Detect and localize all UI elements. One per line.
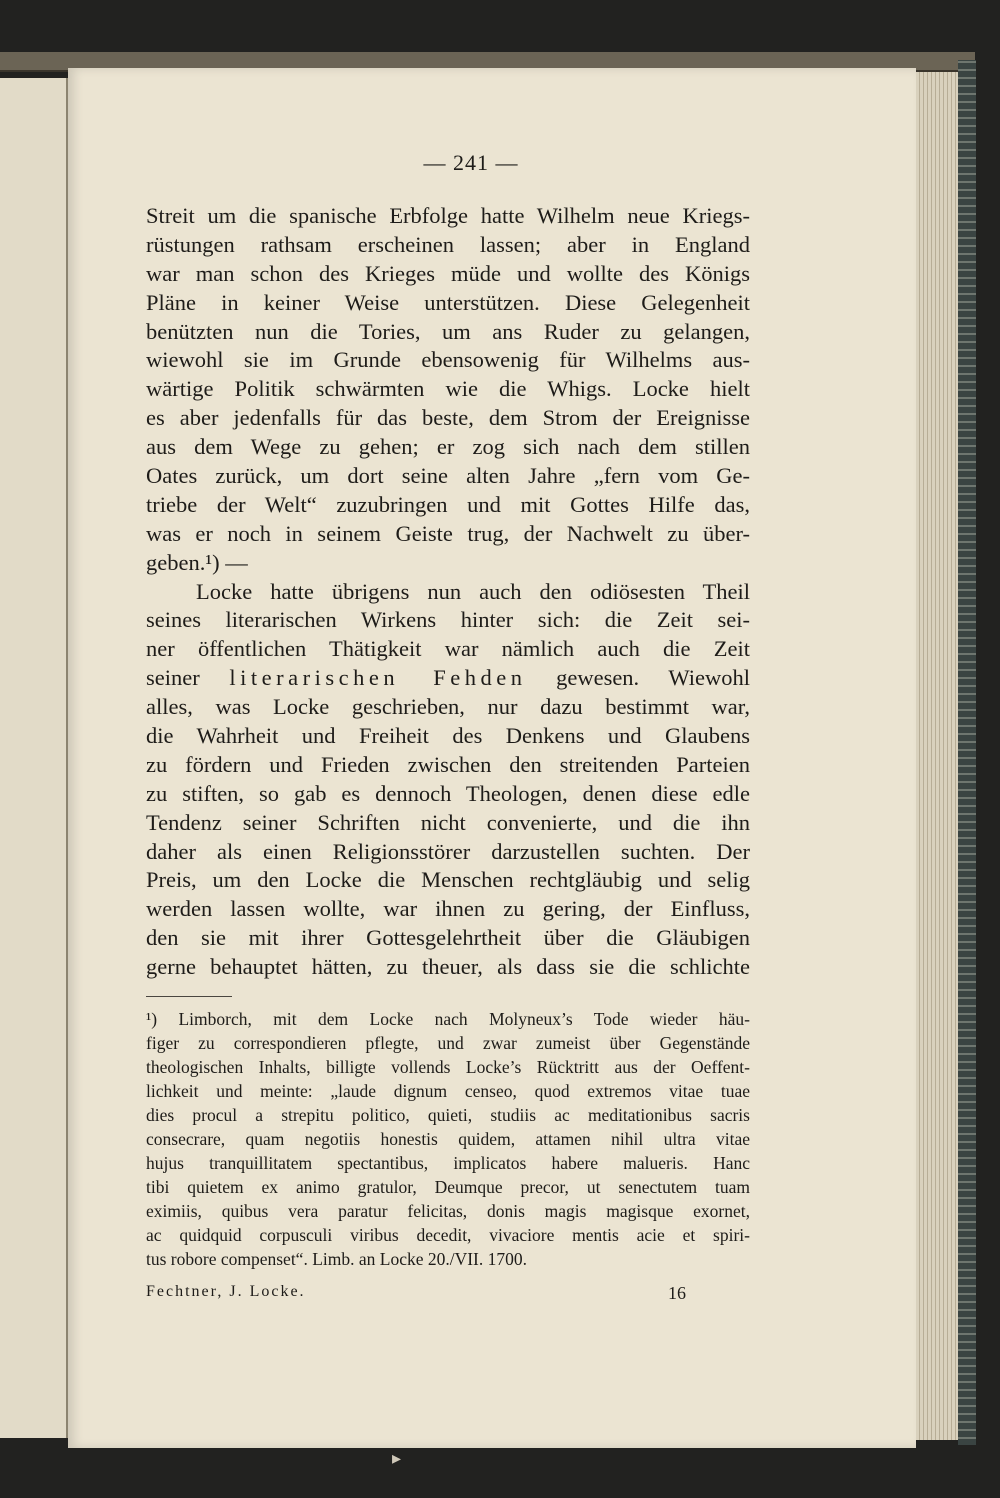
body-line: Tendenz seiner Schriften nicht convenierte, und die ihn bbox=[146, 809, 750, 835]
signature-line bbox=[146, 1283, 750, 1307]
body-line: was er noch in seinem Geiste trug, der Nachwelt zu über- bbox=[146, 520, 750, 546]
body-line: zu stiften, so gab es dennoch Theologen, denen diese edle bbox=[146, 780, 750, 806]
signature-author: Fechtner, J. Locke. bbox=[146, 1283, 306, 1301]
body-line: ner öffentlichen Thätigkeit war nämlich auch die Zeit bbox=[146, 636, 750, 662]
left-page-edge bbox=[0, 78, 69, 1438]
footnote-line: hujus tranquillitatem spectantibus, implicatos habere malueris. Hanc bbox=[146, 1153, 750, 1174]
body-line: rüstungen rathsam erscheinen lassen; aber in England bbox=[146, 231, 750, 257]
body-line-text: gewesen. Wiewohl bbox=[556, 665, 750, 691]
body-line: alles, was Locke geschrieben, nur dazu bestimmt war, bbox=[146, 694, 750, 720]
body-line: zu fördern und Frieden zwischen den streitenden Parteien bbox=[146, 751, 750, 777]
footnote-line: tibi quietem ex animo gratulor, Deumque precor, ut senectutem tuam bbox=[146, 1177, 750, 1198]
page-text bbox=[146, 150, 750, 1307]
body-line: Locke hatte übrigens nun auch den odiösesten Theil bbox=[196, 578, 750, 604]
body-line-text: seiner bbox=[146, 665, 200, 691]
body-line bbox=[146, 664, 750, 693]
body-line: Pläne in keiner Weise unterstützen. Diese Gelegenheit bbox=[146, 289, 750, 315]
footnote-rule bbox=[146, 996, 232, 997]
body-line: werden lassen wollte, war ihnen zu gering, der Einfluss, bbox=[146, 896, 750, 922]
footnote-line: tus robore compenset“. Limb. an Locke 20./VII. 1700. bbox=[146, 1249, 528, 1270]
body-line: Preis, um den Locke die Menschen rechtgläubig und selig bbox=[146, 867, 750, 893]
book-cover-edge bbox=[958, 60, 976, 1445]
footnote-line: consecrare, quam negotiis honestis quidem, attamen nihil ultra vitae bbox=[146, 1129, 750, 1150]
spaced-emphasis: literarischen Fehden bbox=[229, 665, 527, 691]
body-line: seines literarischen Wirkens hinter sich: die Zeit sei- bbox=[146, 607, 750, 633]
page-number: — 241 — bbox=[423, 150, 519, 175]
body-line: triebe der Welt“ zuzubringen und mit Gottes Hilfe das, bbox=[146, 491, 750, 517]
body-line: den sie mit ihrer Gottesgelehrtheit über die Gläubigen bbox=[146, 925, 750, 951]
body-line: wärtige Politik schwärmten wie die Whigs. Locke hielt bbox=[146, 376, 750, 402]
body-text bbox=[146, 202, 750, 982]
body-line: Streit um die spanische Erbfolge hatte Wilhelm neue Kriegs- bbox=[146, 203, 750, 228]
footnote-line: dies procul a strepitu politico, quieti, studiis ac meditationibus sacris bbox=[146, 1105, 750, 1126]
body-line: wiewohl sie im Grunde ebensowenig für Wilhelms aus- bbox=[146, 347, 750, 373]
footnote-line: figer zu correspondieren pflegte, und zwar zumeist über Gegenstände bbox=[146, 1033, 750, 1054]
body-line: Oates zurück, um dort seine alten Jahre „fern vom Ge- bbox=[146, 463, 750, 489]
body-line: benützten nun die Tories, um ans Ruder zu gelangen, bbox=[146, 318, 750, 344]
body-line: aus dem Wege zu gehen; er zog sich nach dem stillen bbox=[146, 434, 750, 460]
body-line: daher als einen Religionsstörer darzustellen suchten. Der bbox=[146, 838, 750, 864]
body-line: war man schon des Krieges müde und wollte des Königs bbox=[146, 260, 750, 286]
footnote-line: eximiis, quibus vera paratur felicitas, donis magis magisque exornet, bbox=[146, 1201, 750, 1222]
footnote-line: ac quidquid corpusculi viribus decedit, vivaciore mentis acie et spiri- bbox=[146, 1225, 750, 1246]
body-line: geben.¹) — bbox=[146, 549, 248, 575]
body-line: gerne behauptet hätten, zu theuer, als dass sie die schlichte bbox=[146, 954, 750, 980]
footnote-line: theologischen Inhalts, billigte vollends Locke’s Rücktritt aus der Oeffent- bbox=[146, 1057, 750, 1078]
sheet-number: 16 bbox=[668, 1283, 686, 1304]
body-line: es aber jedenfalls für das beste, dem Strom der Ereignisse bbox=[146, 405, 750, 431]
footnote-line: lichkeit und meinte: „laude dignum censeo, quod extremos vitae tuae bbox=[146, 1081, 750, 1102]
body-line: die Wahrheit und Freiheit des Denkens und Glaubens bbox=[146, 723, 750, 749]
bottom-mark: ▸ bbox=[392, 1448, 402, 1468]
footnote-line: ¹) Limborch, mit dem Locke nach Molyneux’s Tode wieder häu- bbox=[146, 1009, 750, 1030]
footnote bbox=[146, 1007, 750, 1271]
